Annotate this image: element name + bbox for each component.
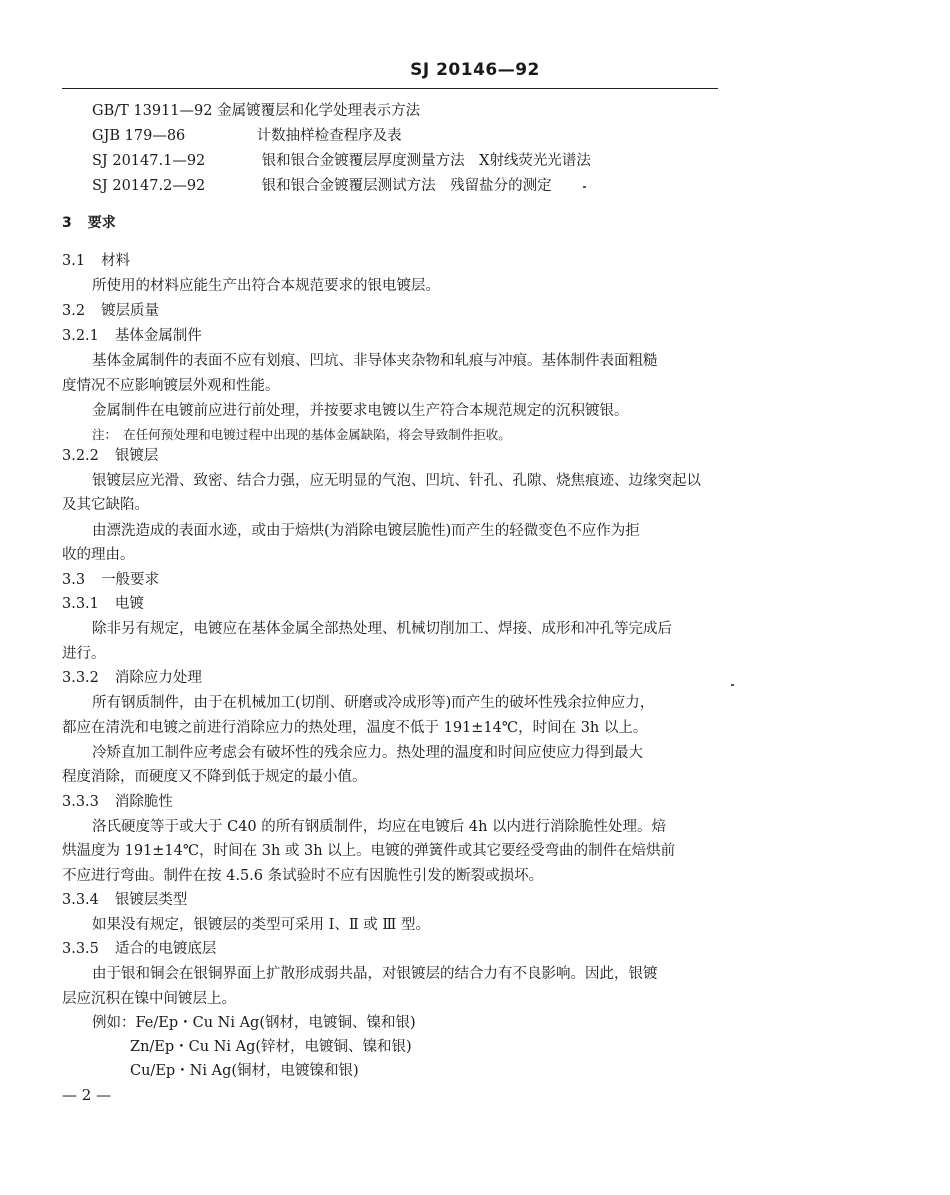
section-3-2-1-line-1: 基体金属制件的表面不应有划痕、凹坑、非导体夹杂物和轧痕与冲痕。基体制件表面粗糙 [92, 353, 658, 369]
section-3-1-paragraph: 所使用的材料应能生产出符合本规范要求的银电镀层。 [92, 278, 440, 294]
section-title: 基体金属制件 [114, 328, 202, 344]
scan-speck [583, 186, 586, 188]
section-3-3-1-line-2: 进行。 [62, 646, 106, 662]
section-3-2-1-line-2: 度情况不应影响镀层外观和性能。 [62, 378, 280, 394]
section-3-3-5-line-2: 层应沉积在镍中间镀层上。 [62, 991, 236, 1007]
reference-3 [92, 151, 591, 171]
section-3-2-2-line-2: 及其它缺陷。 [62, 497, 149, 513]
reference-title: 计数抽样检查程序及表 [256, 128, 402, 144]
section-3-heading [62, 213, 116, 233]
section-title: 要求 [87, 215, 116, 231]
section-number: 3.3.1 [62, 596, 99, 612]
section-3-3-2-line-4: 程度消除，而硬度又不降到低于规定的最小值。 [62, 769, 367, 785]
section-title: 材料 [101, 253, 131, 269]
section-3-3-5-line-1: 由于银和铜会在银铜界面上扩散形成弱共晶，对银镀层的结合力有不良影响。因此，银镀 [92, 966, 658, 982]
section-3-2-heading [62, 301, 159, 321]
reference-code: SJ 20147.2—92 [92, 178, 206, 194]
section-3-2-1-line-3: 金属制件在电镀前应进行前处理，并按要求电镀以生产符合本规范规定的沉积镀银。 [92, 403, 629, 419]
section-title: 一般要求 [101, 572, 160, 588]
section-3-3-1-heading [62, 594, 144, 614]
reference-1 [92, 101, 420, 121]
section-3-3-2-line-1: 所有钢质制件，由于在机械加工(切削、研磨或冷成形等)而产生的破坏性残余拉伸应力， [92, 695, 655, 711]
section-number: 3.2 [62, 303, 86, 319]
example-3: Cu/Ep・Ni Ag(铜材，电镀镍和银) [130, 1063, 359, 1079]
section-3-2-2-line-4: 收的理由。 [62, 547, 135, 563]
section-number: 3.3.4 [62, 892, 99, 908]
section-3-3-4-paragraph: 如果没有规定，银镀层的类型可采用 Ⅰ、Ⅱ 或 Ⅲ 型。 [92, 917, 431, 933]
page-header-code: SJ 20146—92 [410, 60, 540, 80]
reference-title: 银和银合金镀覆层厚度测量方法 X射线荧光光谱法 [261, 153, 591, 169]
scan-speck [731, 684, 734, 686]
section-3-3-3-line-1: 洛氏硬度等于或大于 C40 的所有钢质制件，均应在电镀后 4h 以内进行消除脆性处理。焙 [92, 819, 667, 835]
section-3-3-3-heading [62, 792, 173, 812]
section-3-2-2-line-3: 由漂洗造成的表面水迹，或由于焙烘(为消除电镀层脆性)而产生的轻微变色不应作为拒 [92, 523, 640, 539]
section-3-3-2-line-2: 都应在清洗和电镀之前进行消除应力的热处理，温度不低于 191±14℃，时间在 3h 以上。 [62, 720, 648, 736]
reference-title: 金属镀覆层和化学处理表示方法 [217, 103, 421, 119]
section-title: 消除脆性 [114, 794, 173, 810]
section-title: 镀层质量 [101, 303, 160, 319]
section-3-3-5-heading [62, 939, 216, 959]
reference-code: SJ 20147.1—92 [92, 153, 206, 169]
section-title: 消除应力处理 [114, 670, 202, 686]
section-3-3-2-heading [62, 668, 202, 688]
header-rule [62, 88, 718, 89]
section-number: 3.2.2 [62, 448, 99, 464]
section-number: 3.2.1 [62, 328, 99, 344]
reference-code: GB/T 13911—92 [92, 103, 213, 119]
section-number: 3.3.3 [62, 794, 99, 810]
section-number: 3.1 [62, 253, 86, 269]
section-title: 银镀层 [114, 448, 159, 464]
reference-code: GJB 179—86 [92, 128, 186, 144]
section-number: 3.3 [62, 572, 86, 588]
section-3-3-heading [62, 570, 159, 590]
section-3-3-3-line-3: 不应进行弯曲。制件在按 4.5.6 条试验时不应有因脆性引发的断裂或损坏。 [62, 868, 544, 884]
section-3-2-1-note: 注： 在任何预处理和电镀过程中出现的基体金属缺陷，将会导致制件拒收。 [92, 427, 511, 442]
section-3-1-heading [62, 251, 130, 271]
section-number: 3.3.5 [62, 941, 99, 957]
section-3-2-2-line-1: 银镀层应光滑、致密、结合力强，应无明显的气泡、凹坑、针孔、孔隙、烧焦痕迹、边缘突起以 [92, 473, 701, 489]
section-title: 电镀 [114, 596, 144, 612]
section-3-3-3-line-2: 烘温度为 191±14℃，时间在 3h 或 3h 以上。电镀的弹簧件或其它要经受弯曲的制件在焙烘前 [62, 843, 676, 859]
section-3-3-2-line-3: 冷矫直加工制件应考虑会有破坏性的残余应力。热处理的温度和时间应使应力得到最大 [92, 745, 643, 761]
section-title: 银镀层类型 [114, 892, 188, 908]
section-3-2-2-heading [62, 446, 158, 466]
page-number: — 2 — [62, 1086, 112, 1104]
reference-4 [92, 176, 552, 196]
example-2: Zn/Ep・Cu Ni Ag(锌材，电镀铜、镍和银) [130, 1039, 412, 1055]
reference-title: 银和银合金镀覆层测试方法 残留盐分的测定 [261, 178, 552, 194]
reference-2 [92, 126, 402, 146]
section-title: 适合的电镀底层 [114, 941, 217, 957]
section-3-3-1-line-1: 除非另有规定，电镀应在基体金属全部热处理、机械切削加工、焊接、成形和冲孔等完成后 [92, 621, 672, 637]
section-number: 3.3.2 [62, 670, 99, 686]
section-3-2-1-heading [62, 326, 202, 346]
example-1: 例如：Fe/Ep・Cu Ni Ag(钢材，电镀铜、镍和银) [92, 1015, 416, 1031]
section-number: 3 [62, 215, 72, 231]
section-3-3-4-heading [62, 890, 187, 910]
